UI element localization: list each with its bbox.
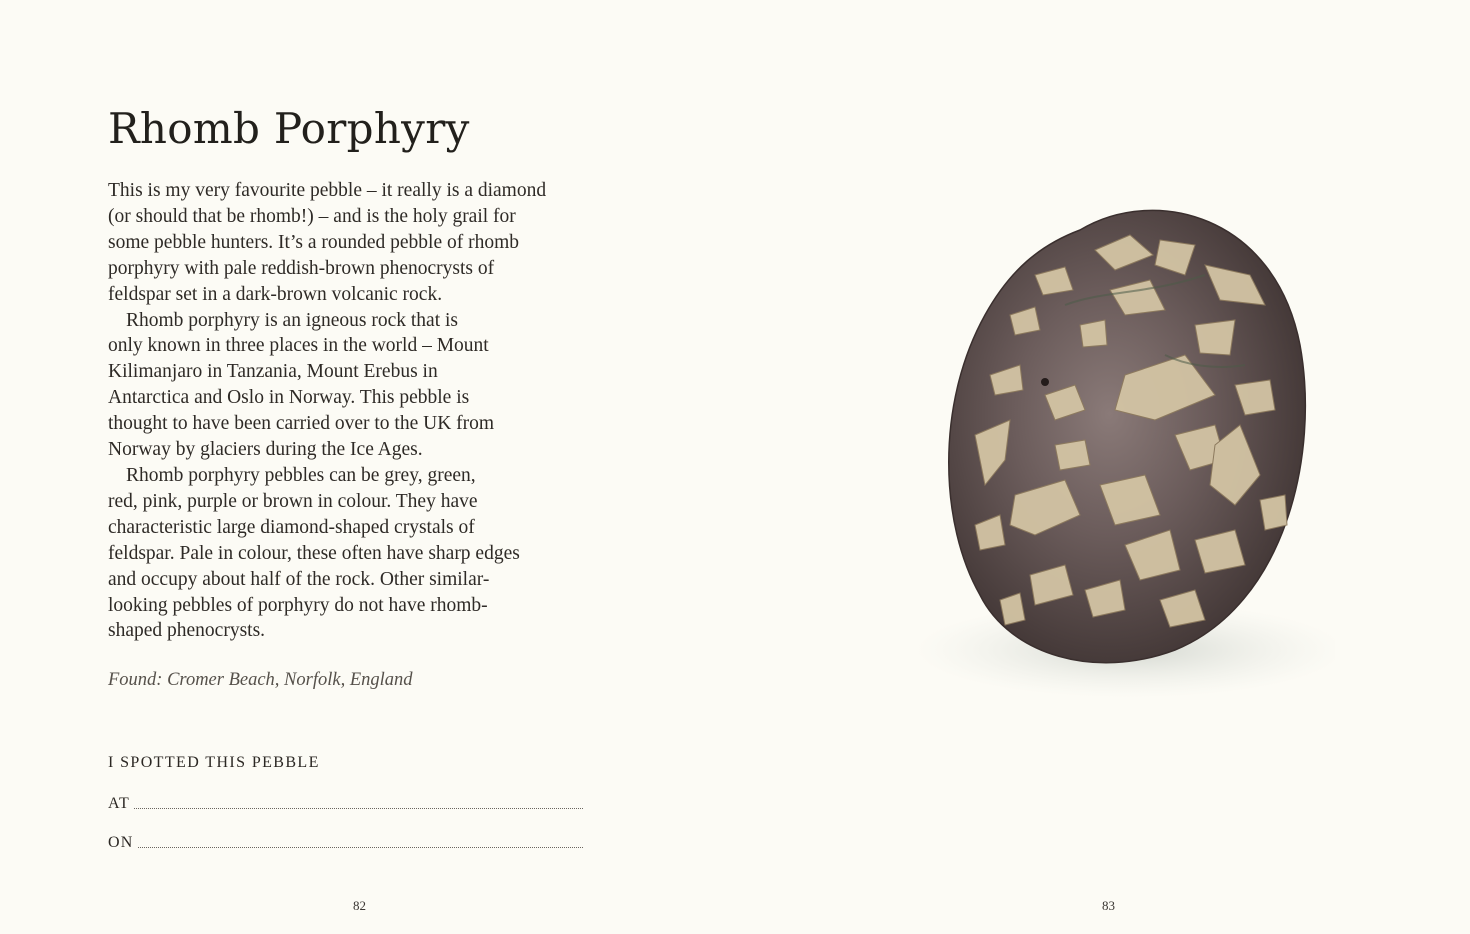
text-line: Rhomb porphyry pebbles can be grey, green,	[126, 464, 476, 486]
paragraph-2	[108, 308, 588, 463]
text-line: (or should that be rhomb!) – and is the holy grail for	[108, 205, 516, 227]
spotted-heading: I SPOTTED THIS PEBBLE	[108, 754, 320, 771]
pebble-illustration	[915, 195, 1335, 705]
body-text	[108, 178, 588, 644]
text-line: characteristic large diamond-shaped crystals of	[108, 516, 475, 538]
text-line: some pebble hunters. It’s a rounded pebble of rhomb	[108, 231, 520, 253]
text-line: looking pebbles of porphyry do not have rhomb-	[108, 594, 488, 616]
text-line: Norway by glaciers during the Ice Ages.	[108, 439, 423, 461]
text-line: Kilimanjaro in Tanzania, Mount Erebus in	[108, 361, 438, 383]
pebble-pit	[1041, 378, 1049, 386]
text-line: shaped phenocrysts.	[108, 620, 266, 642]
on-field[interactable]	[108, 829, 583, 851]
text-line: porphyry with pale reddish-brown phenocrysts of	[108, 257, 495, 279]
paragraph-3	[108, 463, 588, 644]
text-line: Rhomb porphyry is an igneous rock that is	[126, 309, 459, 331]
at-dotted-line	[134, 808, 583, 809]
paragraph-1	[108, 178, 588, 308]
found-location: Found: Cromer Beach, Norfolk, England	[108, 670, 413, 690]
at-label: AT	[108, 795, 130, 812]
at-field[interactable]	[108, 790, 583, 812]
on-dotted-line	[138, 847, 583, 848]
page-number-right: 83	[1102, 898, 1115, 913]
right-page	[735, 0, 1470, 934]
page-title: Rhomb Porphyry	[108, 104, 470, 153]
text-line: feldspar set in a dark-brown volcanic rock.	[108, 283, 443, 305]
text-line: feldspar. Pale in colour, these often have sharp edges	[108, 542, 520, 564]
text-line: thought to have been carried over to the UK from	[108, 413, 495, 435]
text-line: and occupy about half of the rock. Other similar-	[108, 568, 490, 590]
page-number-left: 82	[353, 898, 366, 913]
text-line: only known in three places in the world – Mount	[108, 335, 489, 357]
text-line: This is my very favourite pebble – it really is a diamond	[108, 180, 547, 201]
text-line: Antarctica and Oslo in Norway. This pebble is	[108, 387, 470, 409]
text-line: red, pink, purple or brown in colour. They have	[108, 490, 478, 512]
on-label: ON	[108, 834, 134, 851]
